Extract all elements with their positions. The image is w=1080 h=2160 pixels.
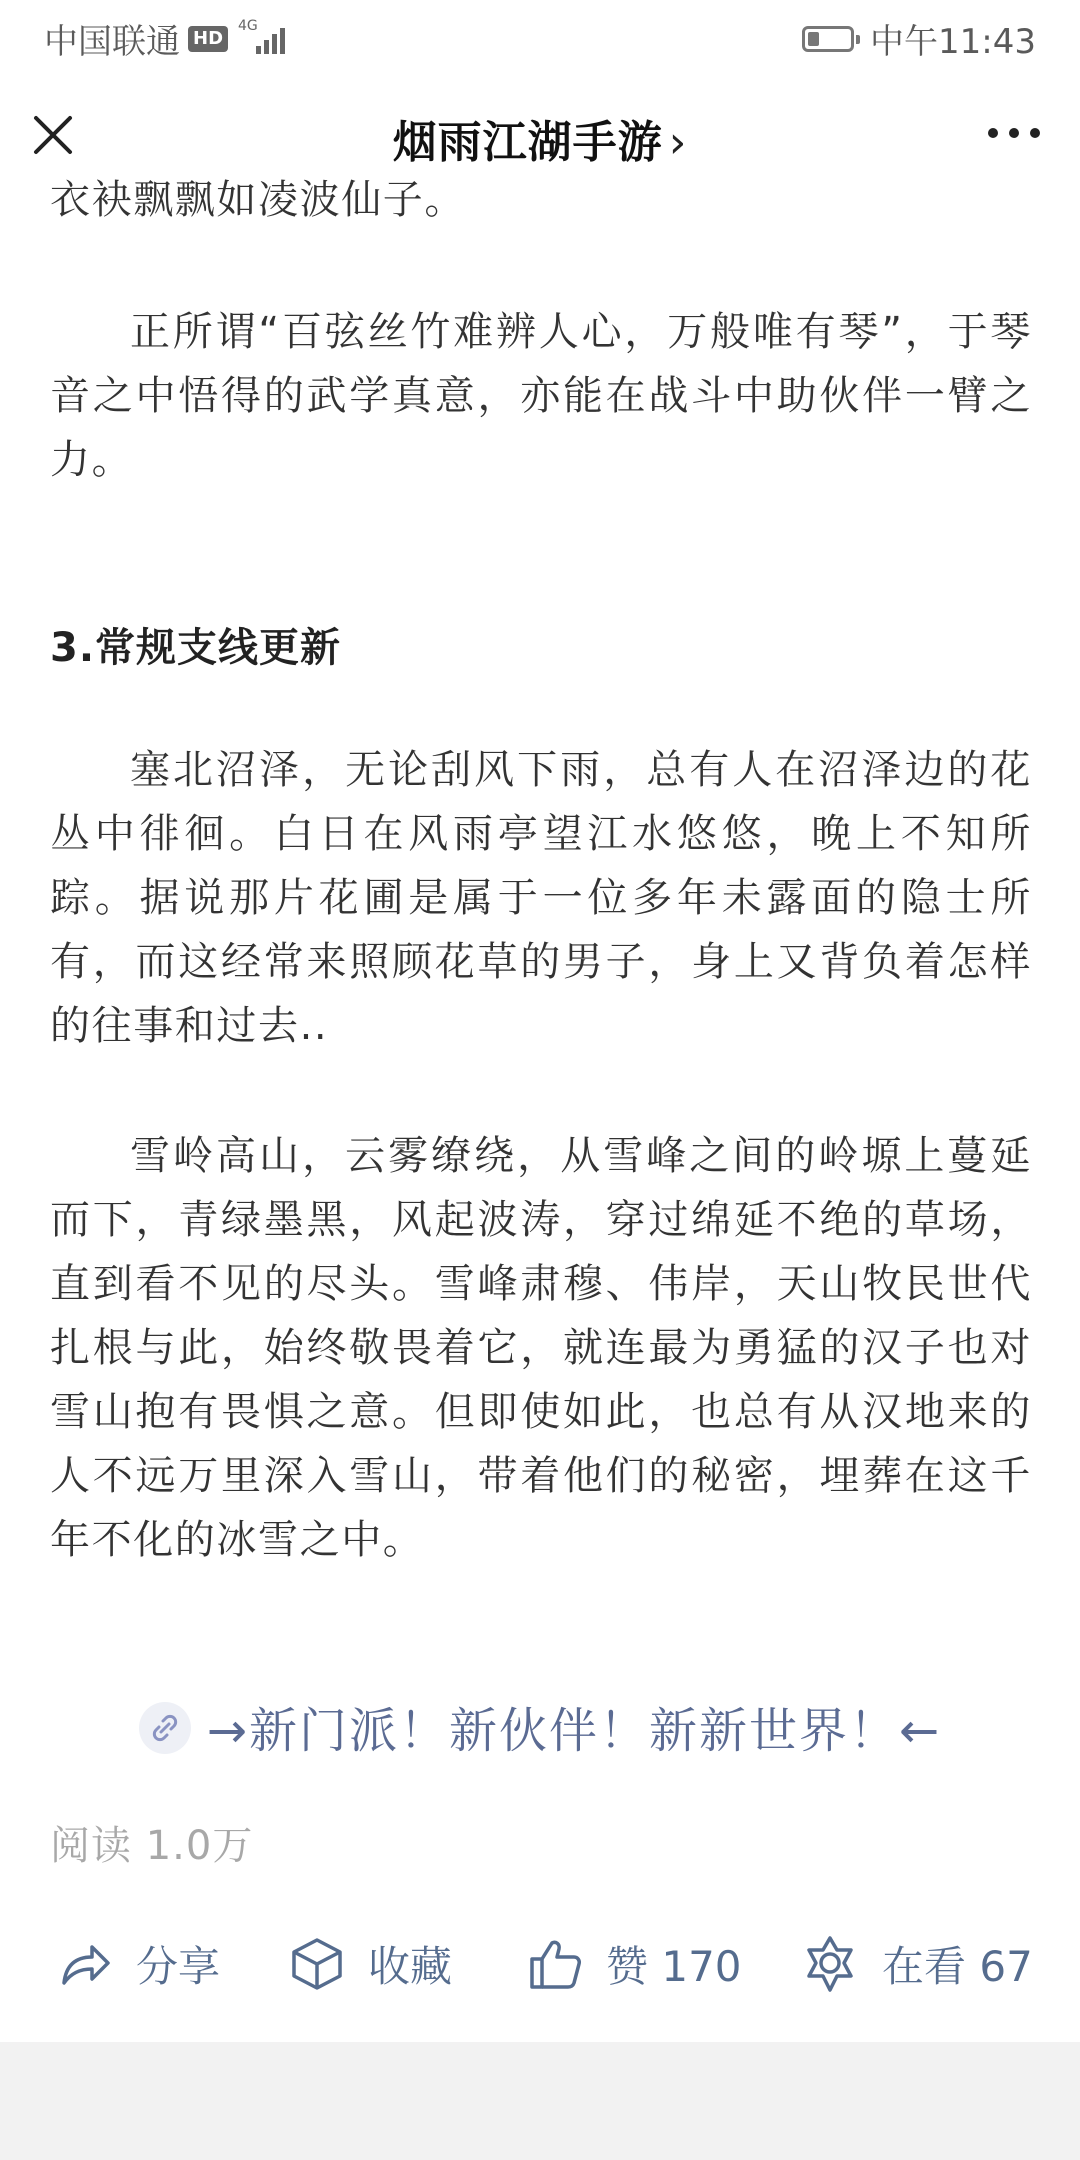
battery-icon <box>802 26 854 52</box>
article-paragraph: 正所谓“百弦丝竹难辨人心，万般唯有琴”，于琴音之中悟得的武学真意，亦能在战斗中助伙伴一臂之力。 <box>50 309 1032 483</box>
read-count: 阅读 1.0万 <box>50 1823 254 1869</box>
more-dot-icon <box>988 128 998 138</box>
watching-label: 在看 67 <box>882 1942 1033 1991</box>
section-heading: 3.常规支线更新 <box>50 625 342 671</box>
thumbs-up-icon <box>526 1935 584 1993</box>
more-dot-icon <box>1009 128 1019 138</box>
favorite-button[interactable] <box>288 1924 452 2004</box>
cube-icon <box>288 1935 346 1993</box>
chevron-right-icon: › <box>668 117 688 168</box>
link-icon <box>139 1702 191 1754</box>
article-paragraph: 雪岭高山，云雾缭绕，从雪峰之间的岭塬上蔓延而下，青绿墨黑，风起波涛，穿过绵延不绝的草场，直到看不见的尽头。雪峰肃穆、伟岸，天山牧民世代扎根与此，始终敬畏着它，就连最为勇猛的汉子也对雪山抱有畏惧之意。但即使如此，也总有从汉地来的人不远万里深入雪山，带着他们的秘密，埋葬在这千年不化的冰雪之中。 <box>50 1133 1032 1563</box>
clock: 中午11:43 <box>870 22 1036 62</box>
more-options-button[interactable] <box>988 128 1040 144</box>
watching-star-icon <box>800 1934 860 1994</box>
more-dot-icon <box>1030 128 1040 138</box>
like-label: 赞 170 <box>606 1942 742 1991</box>
signal-icon <box>238 17 285 54</box>
article-partial-line: 衣袂飘飘如凌波仙子。 <box>50 177 466 223</box>
share-label: 分享 <box>136 1942 221 1991</box>
share-button[interactable] <box>56 1924 220 2004</box>
related-link-text: →新门派！新伙伴！新新世界！← <box>206 1703 942 1759</box>
share-icon <box>56 1935 114 1993</box>
action-bar <box>0 1924 1080 2014</box>
carrier-name: 中国联通 <box>44 22 180 62</box>
like-button[interactable] <box>526 1924 742 2004</box>
footer-area <box>0 2042 1080 2160</box>
related-article-link[interactable] <box>0 1692 1080 1761</box>
article-body <box>0 177 1080 2042</box>
status-left <box>44 14 285 63</box>
hd-badge: HD <box>188 26 228 52</box>
status-right <box>802 14 1036 63</box>
network-type: 4G <box>238 17 258 34</box>
article-paragraph: 塞北沼泽，无论刮风下雨，总有人在沼泽边的花丛中徘徊。白日在风雨亭望江水悠悠，晚上不知所踪。据说那片花圃是属于一位多年未露面的隐士所有，而这经常来照顾花草的男子，身上又背负着怎样的往事和过去.. <box>50 747 1032 1049</box>
status-bar <box>0 0 1080 72</box>
page-title: 烟雨江湖手游 <box>392 117 663 168</box>
favorite-label: 收藏 <box>368 1942 453 1991</box>
watching-button[interactable] <box>800 1924 1033 2004</box>
account-title-link[interactable] <box>0 106 1080 170</box>
